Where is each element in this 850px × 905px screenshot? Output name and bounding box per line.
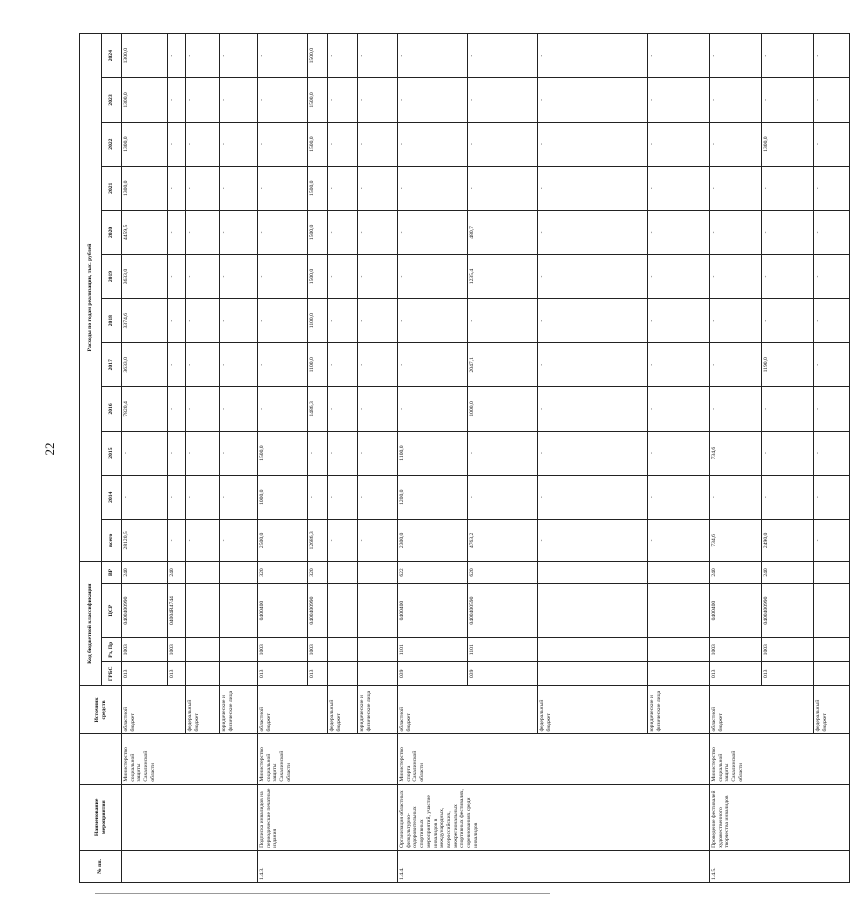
cell-year-value: 3633,0 [122, 254, 168, 298]
cell-year-value: - [814, 210, 850, 254]
cell-year-value: - [538, 387, 648, 431]
cell-year-value: - [258, 387, 308, 431]
cell-executor: Министерство социальной защиты Сахалинской области [258, 734, 398, 784]
cell-total: 2300,0 [398, 519, 468, 561]
cell-year-value: - [186, 34, 220, 78]
cell-csr [538, 584, 648, 638]
cell-year-value: 1000,0 [258, 475, 308, 519]
cell-year-value: - [358, 210, 398, 254]
cell-year-value: 3374,6 [122, 299, 168, 343]
cell-year-value: - [538, 254, 648, 298]
cell-year-value: - [186, 299, 220, 343]
header-total: всего [102, 519, 122, 561]
cell-year-value: 1500,0 [308, 210, 328, 254]
cell-csr: 0400400 [398, 584, 468, 638]
cell-year-value: 1486,3 [308, 387, 328, 431]
cell-year-value: - [468, 122, 538, 166]
cell-executor: Министерство спорта Сахалинской области [398, 734, 710, 784]
cell-year-value: - [710, 122, 762, 166]
cell-no [122, 850, 258, 882]
cell-grbs: 013 [710, 662, 762, 686]
cell-activity-name: Организация областных физкультурно-оздоровительных спортивных мероприятий, участие инвалидов в международных, всероссийских, межрегиональных спортивных фестивалях, соревнованиях среди инвалидов [398, 784, 710, 850]
cell-year-value: 2047,1 [468, 343, 538, 387]
cell-year-value: - [328, 122, 358, 166]
cell-total: - [220, 519, 258, 561]
cell-grbs: 013 [258, 662, 308, 686]
cell-total: 4763,2 [468, 519, 538, 561]
cell-year-value: - [358, 343, 398, 387]
cell-year-value: - [168, 431, 186, 475]
cell-year-value: - [358, 299, 398, 343]
header-year: 2024 [102, 34, 122, 78]
cell-year-value: - [814, 387, 850, 431]
budget-table [79, 33, 850, 883]
cell-year-value: - [168, 299, 186, 343]
cell-vr [220, 561, 258, 583]
cell-year-value: - [814, 299, 850, 343]
cell-year-value: - [648, 387, 710, 431]
cell-total: 2490,0 [762, 519, 814, 561]
table-row [398, 34, 468, 883]
cell-grbs [648, 662, 710, 686]
cell-csr: 0400400 [710, 584, 762, 638]
cell-year-value: - [168, 254, 186, 298]
cell-year-value: - [538, 34, 648, 78]
cell-source: юридические и физические лица [648, 686, 710, 734]
page-number: 22 [42, 442, 57, 456]
cell-year-value: 1300,0 [122, 166, 168, 210]
cell-year-value: 734,6 [710, 431, 762, 475]
cell-year-value: - [220, 210, 258, 254]
cell-year-value: - [648, 254, 710, 298]
cell-year-value: 1500,0 [258, 431, 308, 475]
cell-year-value: - [648, 34, 710, 78]
cell-year-value: - [398, 387, 468, 431]
cell-rzpr [648, 638, 710, 662]
cell-year-value: - [814, 78, 850, 122]
cell-year-value: - [762, 299, 814, 343]
header-year: 2014 [102, 475, 122, 519]
cell-year-value: - [258, 166, 308, 210]
cell-year-value: - [762, 431, 814, 475]
cell-year-value: - [814, 166, 850, 210]
cell-total: - [186, 519, 220, 561]
cell-year-value: - [538, 122, 648, 166]
cell-source: областной бюджет [258, 686, 328, 734]
cell-activity-name [122, 784, 258, 850]
cell-year-value: - [710, 299, 762, 343]
cell-source: областной бюджет [122, 686, 186, 734]
header-csr: ЦСР [102, 584, 122, 638]
cell-year-value: - [710, 78, 762, 122]
cell-grbs [358, 662, 398, 686]
cell-year-value: 1100,0 [308, 343, 328, 387]
cell-year-value: - [710, 34, 762, 78]
cell-year-value: - [814, 475, 850, 519]
cell-year-value: 1300,0 [762, 122, 814, 166]
cell-year-value: - [328, 210, 358, 254]
cell-year-value: - [220, 475, 258, 519]
cell-vr: 240 [168, 561, 186, 583]
cell-rzpr: 1003 [308, 638, 328, 662]
cell-rzpr [538, 638, 648, 662]
cell-grbs: 013 [308, 662, 328, 686]
cell-year-value: - [220, 166, 258, 210]
cell-rzpr: 1101 [468, 638, 538, 662]
cell-rzpr [186, 638, 220, 662]
cell-year-value: - [468, 299, 538, 343]
cell-year-value: - [710, 166, 762, 210]
cell-rzpr: 1003 [710, 638, 762, 662]
cell-year-value: - [538, 78, 648, 122]
cell-total: 12686,3 [308, 519, 328, 561]
cell-year-value: - [398, 122, 468, 166]
cell-year-value: - [168, 34, 186, 78]
cell-year-value: - [398, 299, 468, 343]
cell-year-value: - [220, 343, 258, 387]
header-code-group: Код бюджетной классификации [80, 561, 102, 685]
cell-year-value: - [398, 343, 468, 387]
header-rzpr: Рз, Пр [102, 638, 122, 662]
cell-csr [220, 584, 258, 638]
cell-year-value: - [814, 431, 850, 475]
cell-total: - [648, 519, 710, 561]
cell-year-value: - [762, 387, 814, 431]
cell-vr: 622 [398, 561, 468, 583]
header-year: 2016 [102, 387, 122, 431]
cell-csr: 0400400990 [122, 584, 168, 638]
cell-year-value: - [648, 166, 710, 210]
cell-vr: 240 [122, 561, 168, 583]
cell-year-value: - [358, 122, 398, 166]
cell-year-value: - [258, 122, 308, 166]
cell-year-value: - [710, 254, 762, 298]
cell-year-value: - [220, 78, 258, 122]
cell-rzpr: 1003 [762, 638, 814, 662]
cell-year-value: - [186, 343, 220, 387]
cell-year-value: - [258, 34, 308, 78]
cell-no: 1.4.5. [710, 850, 850, 882]
cell-year-value: - [220, 299, 258, 343]
cell-year-value: - [762, 475, 814, 519]
cell-year-value: - [358, 431, 398, 475]
cell-year-value: - [710, 210, 762, 254]
cell-executor: Министерство социальной защиты Сахалинской области [710, 734, 850, 784]
cell-source: областной бюджет [710, 686, 814, 734]
cell-vr [648, 561, 710, 583]
cell-year-value: - [328, 387, 358, 431]
cell-year-value: - [358, 254, 398, 298]
cell-year-value: - [710, 387, 762, 431]
cell-year-value: - [186, 254, 220, 298]
header-year: 2018 [102, 299, 122, 343]
cell-year-value: - [398, 254, 468, 298]
cell-year-value: - [648, 210, 710, 254]
header-vr: ВР [102, 561, 122, 583]
cell-vr: 320 [308, 561, 328, 583]
cell-no: 1.4.4. [398, 850, 710, 882]
cell-year-value: 1500,0 [308, 122, 328, 166]
cell-grbs: 013 [168, 662, 186, 686]
cell-vr [358, 561, 398, 583]
header-year: 2019 [102, 254, 122, 298]
cell-year-value: - [258, 78, 308, 122]
cell-year-value: - [468, 475, 538, 519]
cell-year-value: - [328, 166, 358, 210]
cell-year-value: - [814, 343, 850, 387]
cell-rzpr: 1003 [168, 638, 186, 662]
cell-rzpr [328, 638, 358, 662]
cell-year-value: - [538, 299, 648, 343]
table-row [122, 34, 168, 883]
cell-year-value: - [122, 475, 168, 519]
cell-year-value: 1300,0 [122, 78, 168, 122]
cell-year-value: - [328, 475, 358, 519]
cell-year-value: - [186, 78, 220, 122]
cell-year-value: 1300,0 [122, 34, 168, 78]
cell-year-value: - [258, 343, 308, 387]
cell-year-value: 1100,0 [398, 431, 468, 475]
cell-year-value: - [710, 475, 762, 519]
cell-year-value: - [328, 431, 358, 475]
cell-year-value: - [186, 431, 220, 475]
cell-year-value: - [398, 34, 468, 78]
cell-year-value: - [258, 299, 308, 343]
cell-grbs [328, 662, 358, 686]
cell-year-value: - [122, 431, 168, 475]
cell-year-value: - [328, 34, 358, 78]
cell-year-value: - [168, 475, 186, 519]
table-row [258, 34, 308, 883]
cell-total: - [814, 519, 850, 561]
cell-year-value: 4459,5 [122, 210, 168, 254]
cell-total: - [538, 519, 648, 561]
cell-vr [186, 561, 220, 583]
cell-year-value: 1235,4 [468, 254, 538, 298]
cell-year-value: - [186, 387, 220, 431]
cell-year-value: - [168, 343, 186, 387]
cell-csr [328, 584, 358, 638]
cell-year-value: - [538, 210, 648, 254]
cell-csr: 0400400590 [468, 584, 538, 638]
header-year: 2021 [102, 166, 122, 210]
cell-source: юридические и физические лица [358, 686, 398, 734]
cell-year-value: - [814, 254, 850, 298]
header-source: Источник средств [80, 686, 122, 734]
cell-grbs [814, 662, 850, 686]
cell-year-value: - [358, 78, 398, 122]
cell-year-value: - [538, 166, 648, 210]
cell-year-value: - [648, 431, 710, 475]
cell-grbs: 013 [762, 662, 814, 686]
cell-total: 734,6 [710, 519, 762, 561]
cell-vr: 240 [710, 561, 762, 583]
cell-year-value: - [538, 431, 648, 475]
header-year: 2020 [102, 210, 122, 254]
cell-year-value: - [308, 475, 328, 519]
cell-year-value: - [168, 387, 186, 431]
cell-year-value: - [468, 166, 538, 210]
cell-year-value: - [186, 122, 220, 166]
cell-csr [648, 584, 710, 638]
header-year: 2022 [102, 122, 122, 166]
cell-year-value: - [648, 343, 710, 387]
cell-year-value: 1190,0 [762, 343, 814, 387]
cell-year-value: - [220, 431, 258, 475]
cell-source: федеральный бюджет [814, 686, 850, 734]
cell-year-value: - [762, 166, 814, 210]
cell-year-value: - [328, 343, 358, 387]
cell-total: - [168, 519, 186, 561]
cell-grbs [186, 662, 220, 686]
header-row-1 [80, 34, 102, 883]
cell-year-value: - [358, 166, 398, 210]
cell-year-value: - [762, 254, 814, 298]
cell-year-value: - [168, 122, 186, 166]
cell-no: 1.4.3. [258, 850, 398, 882]
cell-year-value: - [308, 431, 328, 475]
cell-vr: 620 [468, 561, 538, 583]
cell-year-value: 1500,0 [308, 34, 328, 78]
header-expenses-group: Расходы по годам реализации, тыс. рублей [80, 34, 102, 562]
cell-source: федеральный бюджет [186, 686, 220, 734]
header-year: 2015 [102, 431, 122, 475]
cell-grbs [220, 662, 258, 686]
rotated-table-container [79, 33, 828, 883]
cell-csr [814, 584, 850, 638]
cell-year-value: 1100,0 [308, 299, 328, 343]
cell-total: - [328, 519, 358, 561]
cell-year-value: - [648, 299, 710, 343]
cell-executor: Министерство социальной защиты Сахалинской области [122, 734, 258, 784]
header-grbs: ГРБС [102, 662, 122, 686]
cell-vr [814, 561, 850, 583]
cell-rzpr: 1101 [398, 638, 468, 662]
cell-activity-name: Проведение фестивалей художественного творчества инвалидов [710, 784, 850, 850]
cell-csr [186, 584, 220, 638]
cell-year-value: - [398, 166, 468, 210]
cell-year-value: 1000,0 [468, 387, 538, 431]
cell-grbs: 013 [122, 662, 168, 686]
cell-year-value: - [814, 34, 850, 78]
cell-year-value: 1500,0 [308, 254, 328, 298]
cell-year-value: - [814, 122, 850, 166]
cell-year-value: - [168, 78, 186, 122]
cell-year-value: - [358, 387, 398, 431]
cell-total: - [358, 519, 398, 561]
header-name: Наименование мероприятия [80, 784, 122, 850]
cell-grbs [538, 662, 648, 686]
cell-csr: 04004R4744 [168, 584, 186, 638]
cell-year-value: - [468, 431, 538, 475]
cell-year-value: 1500,0 [308, 166, 328, 210]
header-year: 2017 [102, 343, 122, 387]
cell-year-value: - [398, 78, 468, 122]
cell-vr [538, 561, 648, 583]
cell-year-value: - [168, 210, 186, 254]
cell-year-value: - [258, 210, 308, 254]
cell-grbs: 039 [468, 662, 538, 686]
cell-year-value: - [220, 34, 258, 78]
cell-csr: 0400400990 [308, 584, 328, 638]
cell-year-value: - [220, 387, 258, 431]
table-body [122, 34, 850, 883]
cell-year-value: - [358, 34, 398, 78]
cell-year-value: - [762, 78, 814, 122]
cell-year-value: 3633,0 [122, 343, 168, 387]
cell-year-value: - [398, 210, 468, 254]
cell-year-value: - [220, 122, 258, 166]
cell-year-value: - [328, 78, 358, 122]
cell-csr: 0400400990 [762, 584, 814, 638]
cell-year-value: - [328, 299, 358, 343]
cell-year-value: - [468, 34, 538, 78]
cell-year-value: - [538, 475, 648, 519]
cell-rzpr [814, 638, 850, 662]
cell-source: юридические и физические лица [220, 686, 258, 734]
cell-year-value: - [762, 210, 814, 254]
cell-vr [328, 561, 358, 583]
cell-rzpr [220, 638, 258, 662]
cell-year-value: - [186, 210, 220, 254]
cell-total: 2500,0 [258, 519, 308, 561]
cell-rzpr [358, 638, 398, 662]
cell-year-value: - [762, 34, 814, 78]
cell-year-value: - [648, 475, 710, 519]
cell-grbs: 039 [398, 662, 468, 686]
cell-rzpr: 1003 [122, 638, 168, 662]
cell-year-value: 7820,4 [122, 387, 168, 431]
cell-activity-name: Подписка инвалидов на периодические печатные издания [258, 784, 398, 850]
cell-vr: 320 [258, 561, 308, 583]
cell-year-value: - [258, 254, 308, 298]
table-row [710, 34, 762, 883]
bottom-rule [95, 893, 550, 894]
cell-year-value: - [648, 122, 710, 166]
cell-year-value: - [710, 343, 762, 387]
cell-csr [358, 584, 398, 638]
cell-year-value: - [468, 78, 538, 122]
cell-year-value: - [168, 166, 186, 210]
cell-year-value: - [328, 254, 358, 298]
cell-vr: 240 [762, 561, 814, 583]
header-year: 2023 [102, 78, 122, 122]
cell-year-value: - [186, 475, 220, 519]
cell-year-value: - [538, 343, 648, 387]
header-executor [80, 734, 122, 784]
cell-year-value: - [648, 78, 710, 122]
cell-source: федеральный бюджет [328, 686, 358, 734]
cell-total: 28120,5 [122, 519, 168, 561]
cell-year-value: 480,7 [468, 210, 538, 254]
cell-year-value: 1300,0 [122, 122, 168, 166]
cell-year-value: - [358, 475, 398, 519]
cell-rzpr: 1003 [258, 638, 308, 662]
cell-csr: 0400400 [258, 584, 308, 638]
cell-year-value: 1500,0 [308, 78, 328, 122]
cell-year-value: - [186, 166, 220, 210]
cell-source: областной бюджет [398, 686, 538, 734]
cell-source: федеральный бюджет [538, 686, 648, 734]
cell-year-value: 1200,0 [398, 475, 468, 519]
header-no: № пп. [80, 850, 122, 882]
cell-year-value: - [220, 254, 258, 298]
